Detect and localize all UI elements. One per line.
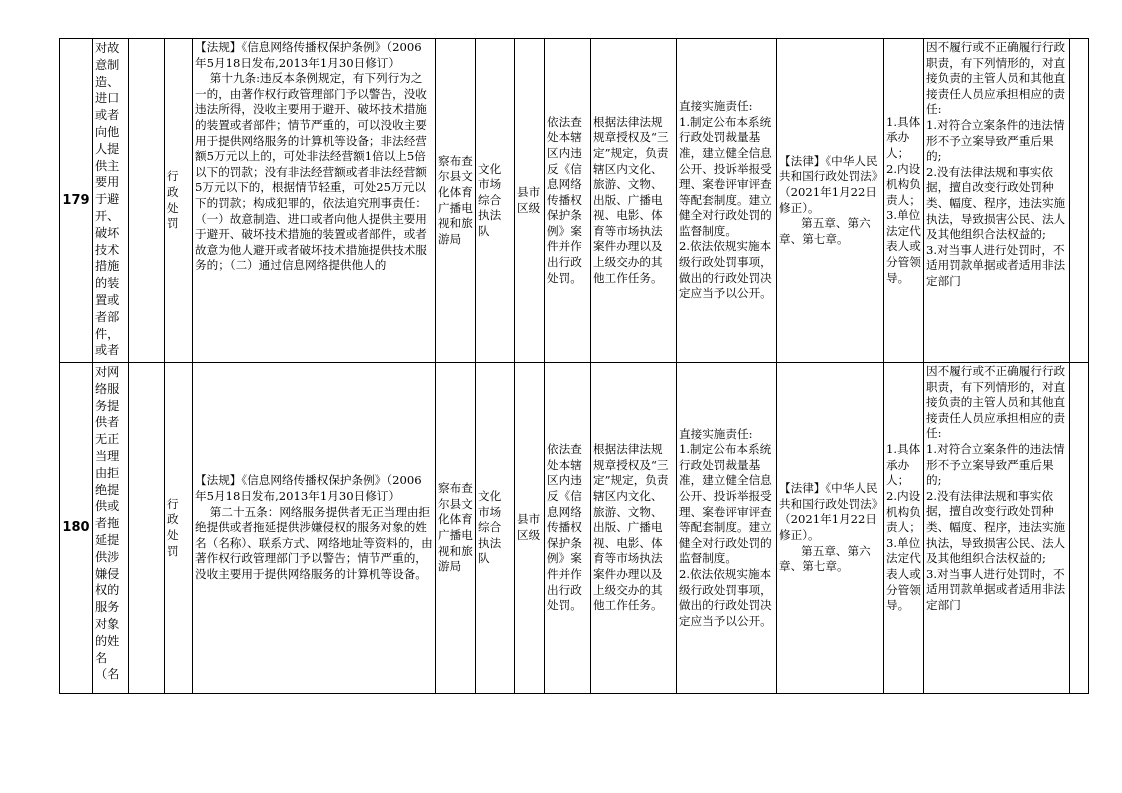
unit-cell xyxy=(476,39,514,362)
responsibility-text: 根据法律法规规章授权及“三定”规定，负责辖区内文化、旅游、文物、出版、广播电视、电影、体育等市场执法案件办理以及上级交办的其他工作任务。 xyxy=(593,442,669,613)
dept-text: 察布查尔县文化体育广播电视和旅游局 xyxy=(438,153,473,246)
row-number: 180 xyxy=(62,520,90,536)
law-cell xyxy=(777,363,883,693)
category-cell xyxy=(129,39,164,362)
law-text: 【法律】《中华人民共和国行政处罚法》（2021年1月22日修正）。 第五章、第六章、第七章。 xyxy=(779,153,878,246)
item-name-cell: 对网络服务提供者无正当理由拒绝提供或者拖延提供涉嫌侵权的服务对象的姓名（名 xyxy=(95,365,120,682)
item-name-cell: 对故意制造、进口或者向他人提供主要用于避开、破坏技术措施的装置或者部件，或者 xyxy=(95,41,120,358)
accountability-cell: 因不履行或不正确履行行政职责，有下列情形的，对直接负责的主管人员和其他直接责任人员应承担相应的责任: 1.对符合立案条件的违法情形不予立案导致严重后果的; 2.没有法律法规和事实依据，擅自改变行政处罚种类、幅度、程序，违法实施执法，导致损害公民、法人及其他组织合法权益的; 3.对当事人进行处罚时，不适用罚款单据或者适用非法定部门 xyxy=(926,364,1066,612)
subject-cell xyxy=(884,39,923,362)
duty-text: 直接实施责任: 1.制定公布本系统行政处罚裁量基准，建立健全信息公开、投诉举报受理、案卷评审评查等配套制度。建立健全对行政处罚的监督制度。 2.依法依规实施本级行政处罚事项，做出的行政处罚决定应当予以公开。 xyxy=(679,99,772,301)
dept-cell xyxy=(436,363,475,693)
unit-text: 文化市场综合执法队 xyxy=(478,489,502,566)
type-cell xyxy=(165,39,192,362)
level-text: 县市区级 xyxy=(517,512,541,542)
level-cell xyxy=(515,39,544,362)
type-text: 行政处罚 xyxy=(167,496,179,558)
subject-text: 1.具体承办人； 2.内设机构负责人； 3.单位法定代表人或分管领导。 xyxy=(886,442,921,613)
dept-text: 察布查尔县文化体育广播电视和旅游局 xyxy=(438,481,473,574)
basis-cell xyxy=(193,363,435,693)
basis-cell: 【法规】《信息网络传播权保护条例》（2006年5月18日发布,2013年1月30日修订） 第十九条:违反本条例规定，有下列行为之一的，由著作权行政管理部门予以警告，没收违法所得，没收主要用于避开、破坏技术措施的装置或者部件；情节严重的，可以没收主要用于提供网络服务的计算机等设备；非法经营额5万元以上的，可处非法经营额1倍以上5倍以下的罚款；没有非法经营额或者非法经营额5万元以下的，根据情节轻重，可处25万元以下的罚款；构成犯罪的，依法追究刑事责任：（一）故意制造、进口或者向他人提供主要用于避开、破坏技术措施的装置或者部件，或者故意为他人避开或者破坏技术措施提供技术服务的；（二）通过信息网络提供他人的 xyxy=(195,40,427,273)
row-number: 179 xyxy=(62,192,90,208)
type-cell xyxy=(165,363,192,693)
responsibility-cell xyxy=(591,39,676,362)
table-row xyxy=(60,363,1089,694)
level-text: 县市区级 xyxy=(517,184,541,215)
table-row xyxy=(60,39,1089,363)
law-cell xyxy=(777,39,883,362)
duty-cell xyxy=(677,39,776,362)
duty-cell xyxy=(677,363,776,693)
accountability-cell: 因不履行或不正确履行行政职责，有下列情形的，对直接负责的主管人员和其他直接责任人员应承担相应的责任: 1.对符合立案条件的违法情形不予立案导致严重后果的; 2.没有法律法规和事实依据，擅自改变行政处罚种类、幅度、程序，违法实施执法，导致损害公民、法人及其他组织合法权益的; 3.对当事人进行处罚时，不适用罚款单据或者适用非法定部门 xyxy=(926,40,1066,288)
duty-text: 直接实施责任: 1.制定公布本系统行政处罚裁量基准，建立健全信息公开、投诉举报受理、案卷评审评查等配套制度。建立健全对行政处罚的监督制度。 2.依法依规实施本级行政处罚事项，做出的行政处罚决定应当予以公开。 xyxy=(679,426,772,628)
responsibility-text: 根据法律法规规章授权及“三定”规定，负责辖区内文化、旅游、文物、出版、广播电视、电影、体育等市场执法案件办理以及上级交办的其他工作任务。 xyxy=(593,114,669,285)
remark-cell xyxy=(1070,363,1088,693)
law-text: 【法律】《中华人民共和国行政处罚法》（2021年1月22日修正）。 第五章、第六章、第七章。 xyxy=(779,481,878,574)
responsibility-cell xyxy=(591,363,676,693)
unit-cell xyxy=(476,363,514,693)
dept-cell xyxy=(436,39,475,362)
content-cell xyxy=(545,39,590,362)
content-text: 依法查处本辖区内违反《信息网络传播权保护条例》案件并作出行政处罚。 xyxy=(547,114,582,285)
content-cell xyxy=(545,363,590,693)
duty-table xyxy=(59,38,1089,694)
level-cell xyxy=(515,363,544,693)
basis-text: 【法规】《信息网络传播权保护条例》（2006年5月18日发布,2013年1月30日修订） 第二十五条：网络服务提供者无正当理由拒绝提供或者拖延提供涉嫌侵权的服务对象的姓名（名称）、联系方式、网络地址等资料的，由著作权行政管理部门予以警告；情节严重的，没收主要用于提供网络服务的计算机等设备。 xyxy=(195,473,433,581)
content-text: 依法查处本辖区内违反《信息网络传播权保护条例》案件并作出行政处罚。 xyxy=(547,442,582,613)
type-text: 行政处罚 xyxy=(167,169,179,231)
subject-cell xyxy=(884,363,923,693)
remark-cell xyxy=(1070,39,1088,362)
subject-text: 1.具体承办人； 2.内设机构负责人； 3.单位法定代表人或分管领导。 xyxy=(886,114,921,285)
category-cell xyxy=(129,363,164,693)
unit-text: 文化市场综合执法队 xyxy=(478,161,502,238)
